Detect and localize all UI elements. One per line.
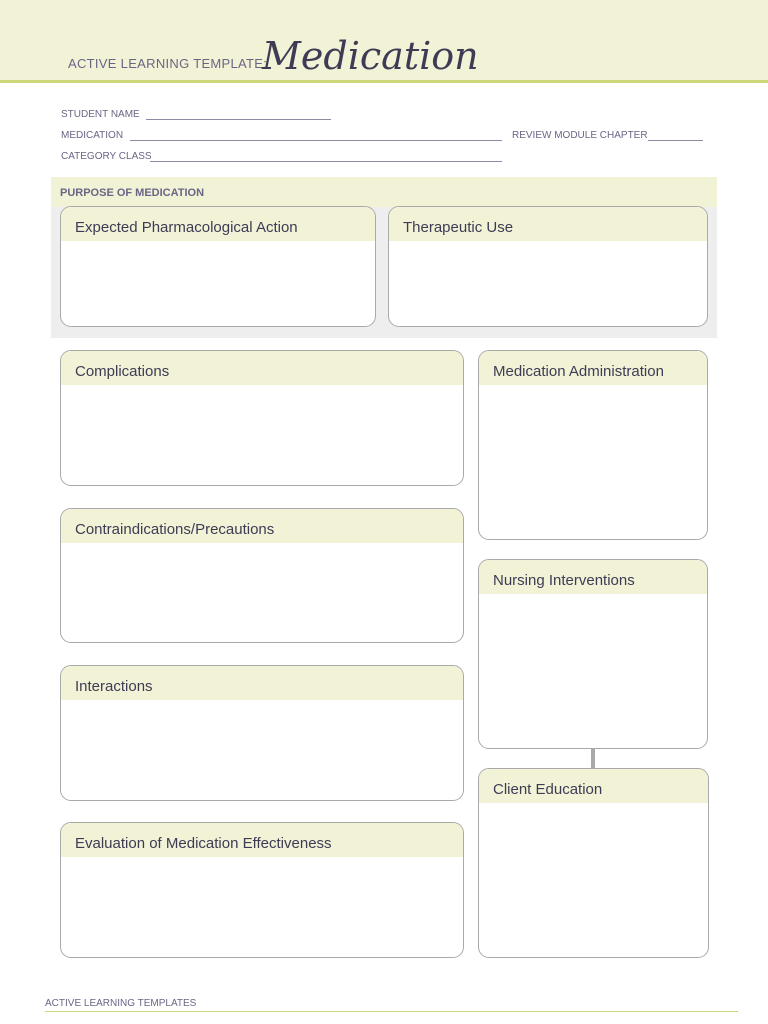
contraindications-box[interactable] [60, 508, 464, 643]
evaluation-title: Evaluation of Medication Effectiveness [61, 823, 463, 857]
medication-field[interactable] [130, 140, 502, 141]
expected-action-title: Expected Pharmacological Action [61, 207, 375, 241]
medication-label: MEDICATION [61, 130, 124, 141]
footer-divider [45, 1011, 738, 1012]
complications-box[interactable] [60, 350, 464, 486]
therapeutic-use-title: Therapeutic Use [389, 207, 707, 241]
evaluation-box[interactable] [60, 822, 464, 958]
medication-administration-title: Medication Administration [479, 351, 707, 385]
interactions-title: Interactions [61, 666, 463, 700]
client-education-box[interactable] [478, 768, 709, 958]
box-connector [591, 748, 595, 770]
nursing-interventions-box[interactable] [478, 559, 708, 749]
template-name: Medication [262, 34, 479, 78]
purpose-header [51, 177, 717, 207]
complications-title: Complications [61, 351, 463, 385]
template-label: ACTIVE LEARNING TEMPLATE: [68, 56, 268, 71]
purpose-title: PURPOSE OF MEDICATION [60, 187, 205, 199]
contraindications-title: Contraindications/Precautions [61, 509, 463, 543]
template-header [0, 0, 768, 83]
student-name-label: STUDENT NAME [61, 109, 140, 120]
student-name-field[interactable] [146, 119, 331, 120]
medication-administration-box[interactable] [478, 350, 708, 540]
category-class-label: CATEGORY CLASS [61, 151, 152, 162]
client-education-title: Client Education [479, 769, 708, 803]
therapeutic-use-box[interactable] [388, 206, 708, 327]
review-module-chapter-field[interactable] [648, 140, 703, 141]
review-module-chapter-label: REVIEW MODULE CHAPTER [512, 130, 648, 141]
footer-label: ACTIVE LEARNING TEMPLATES [45, 998, 197, 1009]
category-class-field[interactable] [150, 161, 502, 162]
expected-action-box[interactable] [60, 206, 376, 327]
nursing-interventions-title: Nursing Interventions [479, 560, 707, 594]
interactions-box[interactable] [60, 665, 464, 801]
